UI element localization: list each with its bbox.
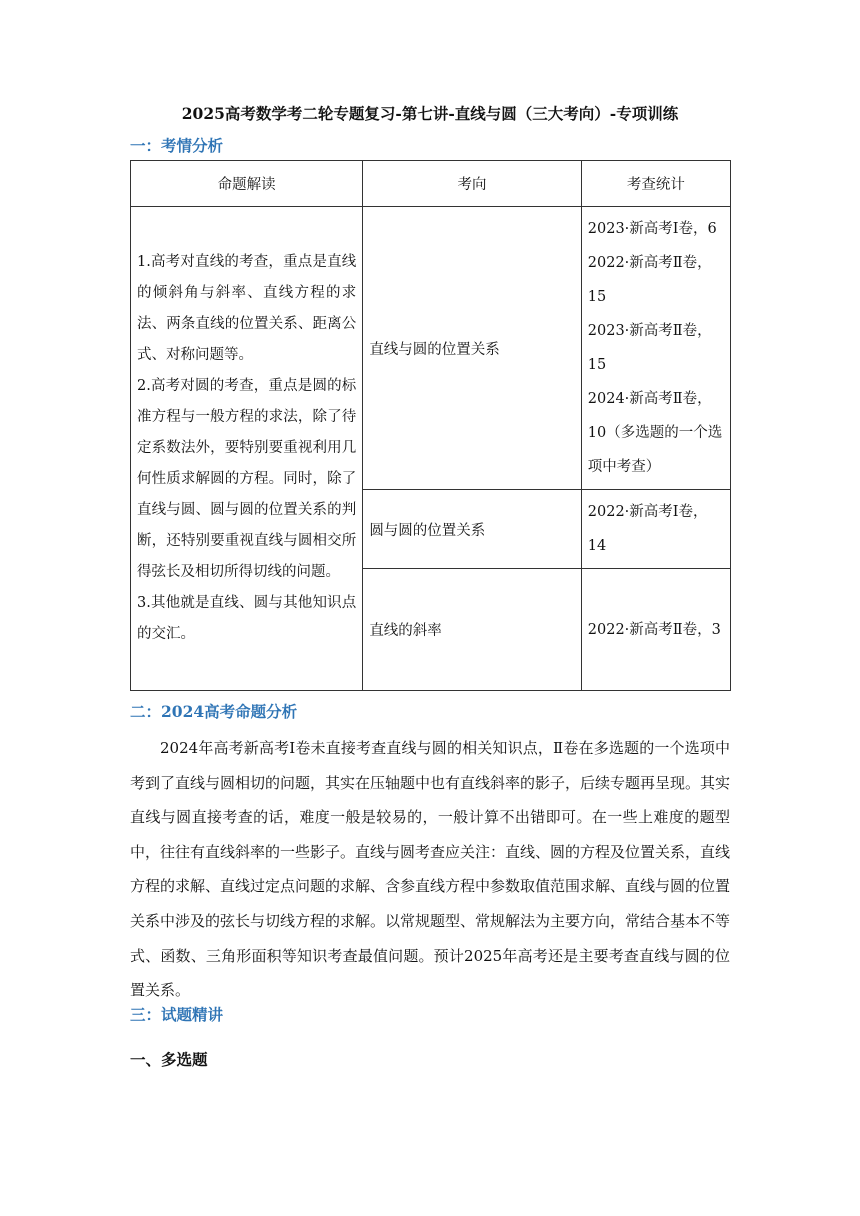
section-heading-analysis: 一：考情分析 [130,136,224,155]
interpretation-item: 2.高考对圆的考查，重点是圆的标准方程与一般方程的求法，除了待定系数法外，要特别要重视利用几何性质求解圆的方程。同时，除了直线与圆、圆与圆的位置关系的判断，还特别要重视直线与圆相交所得弦长及相切所得切线的问题。 [137,378,357,580]
statistic-entry: 2022·新高考Ⅰ卷，14 [587,504,708,554]
direction-cell: 圆与圆的位置关系 [363,490,581,569]
section-heading-2024-analysis: 二：2024高考命题分析 [130,702,298,721]
statistic-entry: 2024·新高考Ⅱ卷，10（多选题的一个选项中考查） [587,391,723,475]
interpretation-cell [131,207,363,691]
statistic-entry: 2023·新高考Ⅰ卷，6 [587,221,717,237]
statistics-cell [581,569,730,691]
direction-cell: 直线与圆的位置关系 [363,207,581,490]
interpretation-item: 1.高考对直线的考查，重点是直线的倾斜角与斜率、直线方程的求法、两条直线的位置关系、距离公式、对称问题等。 [137,254,357,363]
table-header-interpretation: 命题解读 [131,161,363,207]
statistic-entry: 2023·新高考Ⅱ卷，15 [587,323,712,373]
table-header-statistics: 考查统计 [581,161,730,207]
subsection-heading-multiple-choice: 一、多选题 [130,1050,208,1069]
section-heading-exercises: 三：试题精讲 [130,1005,224,1024]
table-header-row [131,161,731,207]
statistic-entry: 2022·新高考Ⅱ卷，15 [587,255,712,305]
direction-cell: 直线的斜率 [363,569,581,691]
interpretation-item: 3.其他就是直线、圆与其他知识点的交汇。 [137,595,357,642]
document-title: 2025高考数学考二轮专题复习-第七讲-直线与圆（三大考向）-专项训练 [181,104,679,123]
table-row [131,207,731,490]
analysis-paragraph: 2024年高考新高考Ⅰ卷未直接考查直线与圆的相关知识点，Ⅱ卷在多选题的一个选项中考到了直线与圆相切的问题，其实在压轴题中也有直线斜率的影子，后续专题再呈现。其实直线与圆直接考查的话，难度一般是较易的，一般计算不出错即可。在一些上难度的题型中，往往有直线斜率的一些影子。直线与圆考查应关注：直线、圆的方程及位置关系，直线方程的求解、直线过定点问题的求解、含参直线方程中参数取值范围求解、直线与圆的位置关系中涉及的弦长与切线方程的求解。以常规题型、常规解法为主要方向，常结合基本不等式、函数、三角形面积等知识考查最值问题。预计2025年高考还是主要考查直线与圆的位置关系。 [130,739,731,1000]
statistics-cell [581,490,730,569]
statistic-entry: 2022·新高考Ⅱ卷，3 [587,621,721,638]
statistics-cell [581,207,730,490]
analysis-table [130,160,731,691]
table-header-direction: 考向 [363,161,581,207]
